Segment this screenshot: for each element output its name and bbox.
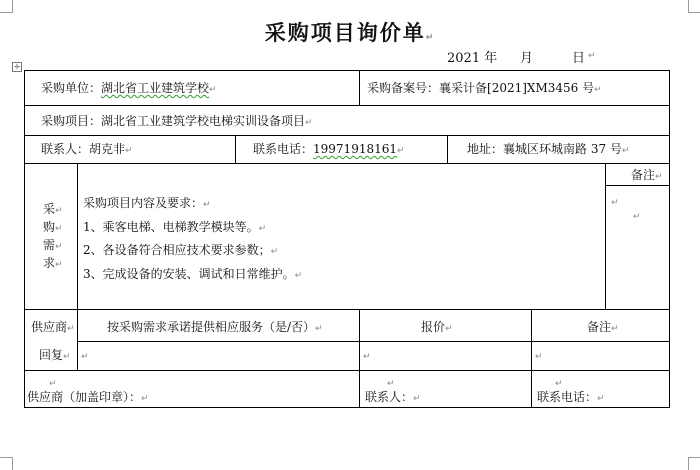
supplier-reply-label: 回复↵: [39, 348, 71, 362]
paragraph-mark-icon: ↵: [611, 198, 619, 208]
table-rule: [25, 163, 669, 164]
project-field: [41, 113, 313, 131]
paragraph-mark-icon: ↵: [55, 242, 63, 252]
paragraph-mark-icon: ↵: [413, 394, 421, 404]
paragraph-mark-icon: ↵: [655, 172, 663, 182]
address-value: 襄城区环城南路 37 号: [503, 142, 622, 156]
table-rule: [605, 185, 669, 186]
demand-label-char: 采↵: [43, 202, 63, 216]
paragraph-mark-icon: ↵: [633, 212, 641, 222]
purchasing-unit-value: 湖北省工业建筑学校: [101, 81, 210, 95]
address-label: 地址：: [467, 142, 504, 156]
project-label: 采购项目：: [41, 114, 102, 128]
paragraph-mark-icon: ↵: [535, 352, 543, 362]
table-rule: [77, 309, 78, 370]
page-corner-mark: [688, 457, 700, 470]
demand-label-char: 购↵: [43, 220, 63, 234]
price-cell[interactable]: [363, 347, 371, 365]
paragraph-mark-icon: ↵: [621, 146, 630, 156]
price-header: 报价↵: [421, 320, 453, 334]
purchasing-unit-label: 采购单位：: [41, 81, 102, 95]
document-title-text: 采购项目询价单: [264, 20, 426, 45]
demand-item: 1、乘客电梯、电梯教学模块等。↵: [83, 220, 267, 234]
demand-heading: 采购项目内容及要求：↵: [83, 196, 211, 210]
footer-phone-label: 联系电话：↵: [537, 390, 605, 404]
document-title: [0, 17, 700, 47]
address-field: [467, 141, 629, 159]
paragraph-mark-icon: ↵: [445, 324, 453, 334]
paragraph-mark-icon: ↵: [387, 379, 395, 389]
table-rule: [447, 135, 448, 163]
table-rule: [359, 71, 360, 105]
purchasing-unit-field: [41, 80, 217, 98]
contact-phone-label: 联系电话：: [253, 142, 314, 156]
record-number-label: 采购备案号：: [367, 81, 440, 95]
footer-contact-label: 联系人：↵: [365, 390, 421, 404]
paragraph-mark-icon: ↵: [141, 394, 149, 404]
commit-service-header: 按采购需求承诺提供相应服务（是/否）↵: [107, 320, 323, 334]
paragraph-mark-icon: ↵: [315, 324, 323, 334]
paragraph-mark-icon: ↵: [209, 85, 217, 95]
table-rule: [77, 341, 669, 342]
page-corner-mark: [688, 0, 700, 13]
table-rule: [77, 163, 78, 309]
paragraph-mark-icon: ↵: [49, 379, 57, 389]
contact-phone-field: [253, 141, 405, 159]
page-corner-mark: [0, 457, 13, 470]
record-number-value: 襄采计备[2021]XM3456 号: [439, 81, 595, 95]
table-rule: [531, 309, 532, 407]
paragraph-mark-icon: ↵: [594, 85, 602, 95]
date-day: 日: [572, 51, 586, 66]
contact-person-label: 联系人：: [41, 142, 90, 156]
contact-phone-value: 19971918161: [313, 142, 397, 156]
table-rule: [359, 309, 360, 407]
commit-service-cell[interactable]: [81, 347, 89, 365]
paragraph-mark-icon: ↵: [125, 146, 133, 156]
paragraph-mark-icon: ↵: [588, 51, 596, 61]
supplier-remark-cell[interactable]: [535, 347, 543, 365]
paragraph-mark-icon: ↵: [55, 206, 63, 216]
paragraph-mark-icon: ↵: [363, 352, 371, 362]
paragraph-mark-icon: ↵: [67, 324, 75, 334]
table-rule: [25, 105, 669, 106]
paragraph-mark-icon: ↵: [425, 33, 436, 43]
paragraph-mark-icon: ↵: [597, 394, 605, 404]
paragraph-mark-icon: ↵: [294, 271, 303, 281]
date-year: 2021 年: [447, 51, 498, 66]
paragraph-mark-icon: ↵: [270, 247, 279, 257]
paragraph-mark-icon: ↵: [203, 200, 211, 210]
paragraph-mark-icon: ↵: [397, 146, 405, 156]
paragraph-mark-icon: ↵: [55, 224, 63, 234]
demand-remark-cell[interactable]: [611, 193, 619, 211]
inquiry-table: [24, 70, 670, 408]
page-corner-mark: [0, 0, 13, 13]
demand-label-char: 求↵: [43, 256, 63, 270]
supplier-remark-header: 备注↵: [587, 320, 619, 334]
paragraph-mark-icon: ↵: [81, 352, 89, 362]
paragraph-mark-icon: ↵: [305, 118, 313, 128]
date-month: 月: [520, 51, 534, 66]
table-move-handle-icon[interactable]: ✛: [12, 62, 22, 72]
paragraph-mark-icon: ↵: [63, 352, 71, 362]
table-rule: [605, 163, 606, 309]
record-number-field: [367, 80, 602, 98]
table-rule: [235, 135, 236, 163]
supplier-seal-label: 供应商（加盖印章）：↵: [27, 390, 149, 404]
paragraph-mark-icon: ↵: [611, 324, 619, 334]
demand-remark-label: 备注↵: [631, 168, 663, 182]
paragraph-mark-icon: ↵: [258, 224, 267, 234]
project-value: 湖北省工业建筑学校电梯实训设备项目: [101, 114, 306, 128]
demand-item: 3、完成设备的安装、调试和日常维护。↵: [83, 267, 303, 281]
demand-item: 2、各设备符合相应技术要求参数；↵: [83, 243, 279, 257]
paragraph-mark-icon: ↵: [55, 260, 63, 270]
contact-person-value: 胡克非: [89, 142, 126, 156]
table-rule: [25, 370, 669, 371]
table-rule: [25, 135, 669, 136]
supplier-reply-label: 供应商↵: [31, 320, 75, 334]
demand-label-char: 需↵: [43, 238, 63, 252]
paragraph-mark-icon: ↵: [555, 379, 563, 389]
contact-person-field: [41, 141, 133, 159]
table-rule: [25, 309, 669, 310]
demand-remark-cell[interactable]: [633, 207, 641, 225]
